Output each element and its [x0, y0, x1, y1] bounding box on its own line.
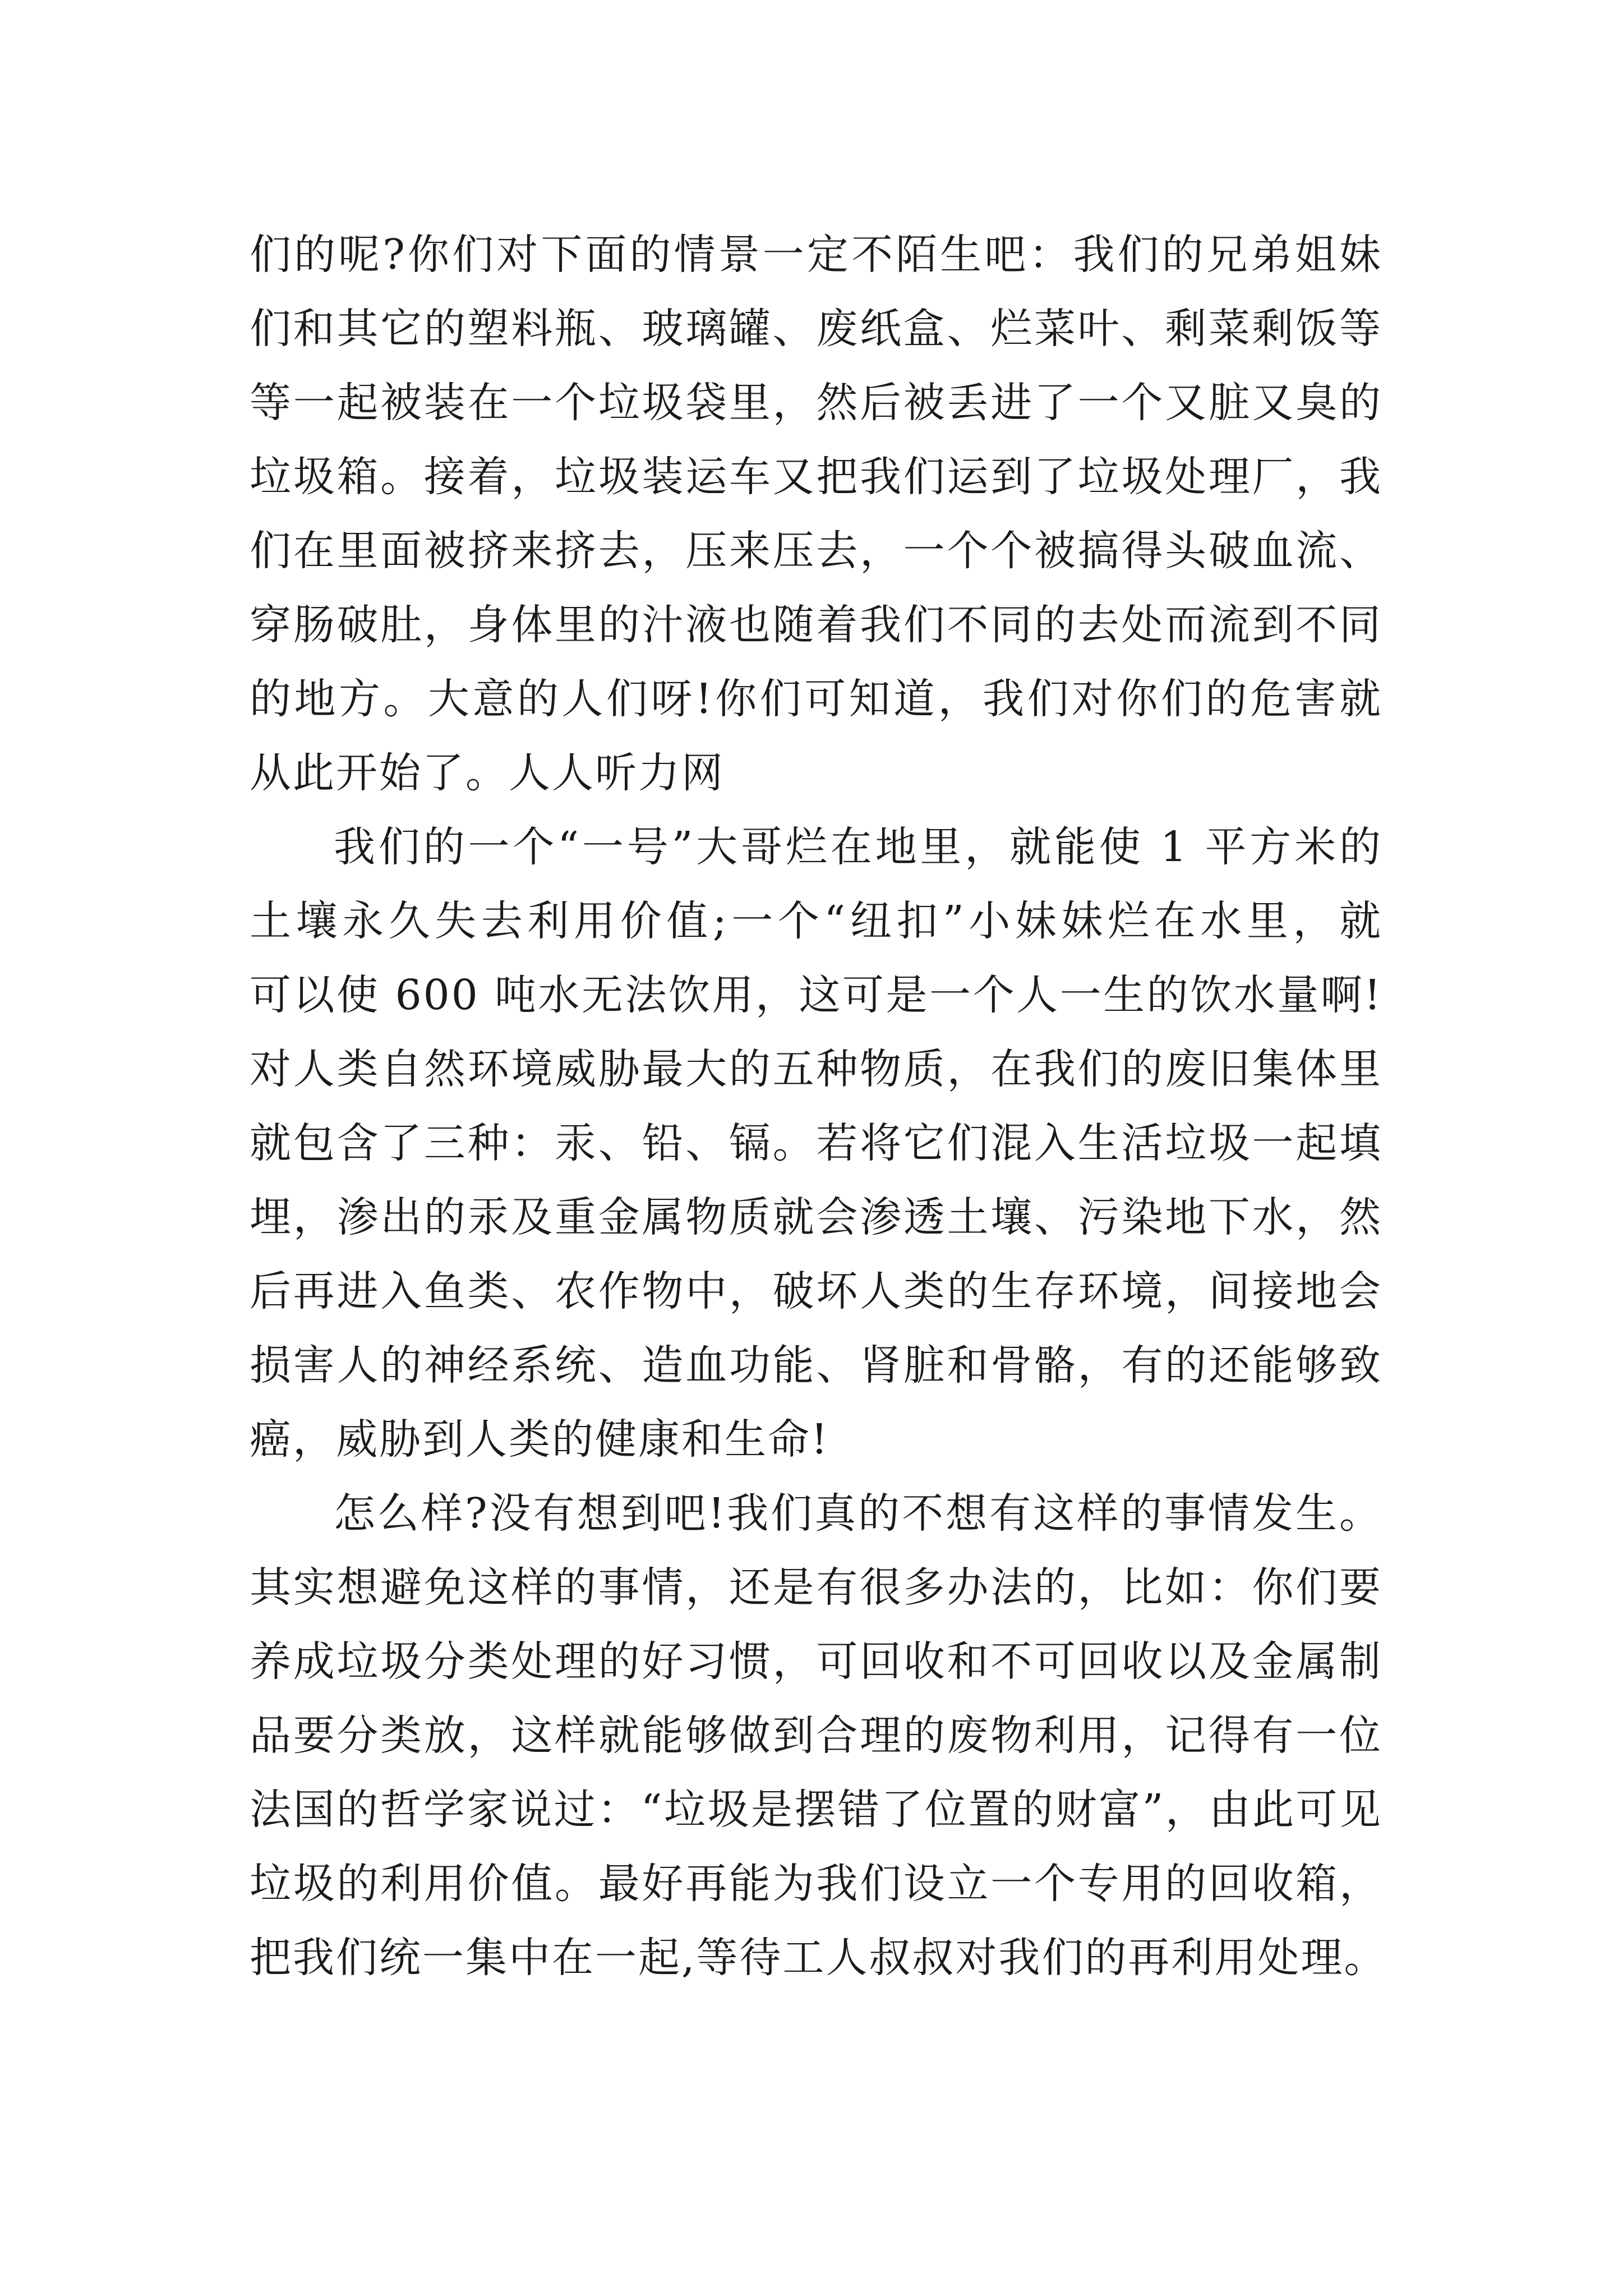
text-line: 垃圾箱。接着，垃圾装运车又把我们运到了垃圾处理厂，我 — [250, 453, 1382, 501]
text-line: 就包含了三种：汞、铅、镉。若将它们混入生活垃圾一起填 — [250, 1119, 1382, 1167]
text-line: 我们的一个“一号”大哥烂在地里，就能使 1 平方米的 — [334, 823, 1382, 871]
text-line: 垃圾的利用价值。最好再能为我们设立一个专用的回收箱， — [250, 1860, 1382, 1908]
text-line: 其实想避免这样的事情，还是有很多办法的，比如：你们要 — [250, 1563, 1382, 1612]
text-line: 可以使 600 吨水无法饮用，这可是一个人一生的饮水量啊! — [250, 971, 1382, 1019]
text-line: 从此开始了。人人听力网 — [250, 749, 725, 797]
text-line: 损害人的神经系统、造血功能、肾脏和骨骼，有的还能够致 — [250, 1341, 1382, 1389]
text-line: 法国的哲学家说过：“垃圾是摆错了位置的财富”，由此可见 — [250, 1786, 1382, 1834]
text-line: 怎么样?没有想到吧!我们真的不想有这样的事情发生。 — [334, 1489, 1382, 1538]
text-line: 后再进入鱼类、农作物中，破坏人类的生存环境，间接地会 — [250, 1267, 1382, 1315]
paragraph-1 — [250, 218, 1382, 810]
paragraph-3 — [250, 1476, 1387, 1995]
text-line: 的地方。大意的人们呀!你们可知道，我们对你们的危害就 — [250, 675, 1382, 723]
text-line: 埋，渗出的汞及重金属物质就会渗透土壤、污染地下水，然 — [250, 1193, 1382, 1241]
text-line: 们在里面被挤来挤去，压来压去，一个个被搞得头破血流、 — [250, 527, 1382, 575]
text-line: 们和其它的塑料瓶、玻璃罐、废纸盒、烂菜叶、剩菜剩饭等 — [250, 305, 1382, 353]
text-line: 养成垃圾分类处理的好习惯，可回收和不可回收以及金属制 — [250, 1637, 1382, 1686]
text-line: 对人类自然环境威胁最大的五种物质，在我们的废旧集体里 — [250, 1045, 1382, 1093]
document-body — [250, 218, 1387, 1995]
text-line: 品要分类放，这样就能够做到合理的废物利用，记得有一位 — [250, 1711, 1382, 1760]
paragraph-2 — [250, 810, 1382, 1476]
text-line: 穿肠破肚，身体里的汁液也随着我们不同的去处而流到不同 — [250, 601, 1382, 649]
text-line: 癌，威胁到人类的健康和生命! — [250, 1415, 829, 1464]
text-line: 们的呢?你们对下面的情景一定不陌生吧：我们的兄弟姐妹 — [250, 231, 1382, 279]
text-line: 把我们统一集中在一起,等待工人叔叔对我们的再利用处理。 — [250, 1934, 1387, 1982]
text-line: 等一起被装在一个垃圾袋里，然后被丢进了一个又脏又臭的 — [250, 379, 1382, 427]
text-line: 土壤永久失去利用价值;一个“纽扣”小妹妹烂在水里，就 — [250, 897, 1382, 945]
